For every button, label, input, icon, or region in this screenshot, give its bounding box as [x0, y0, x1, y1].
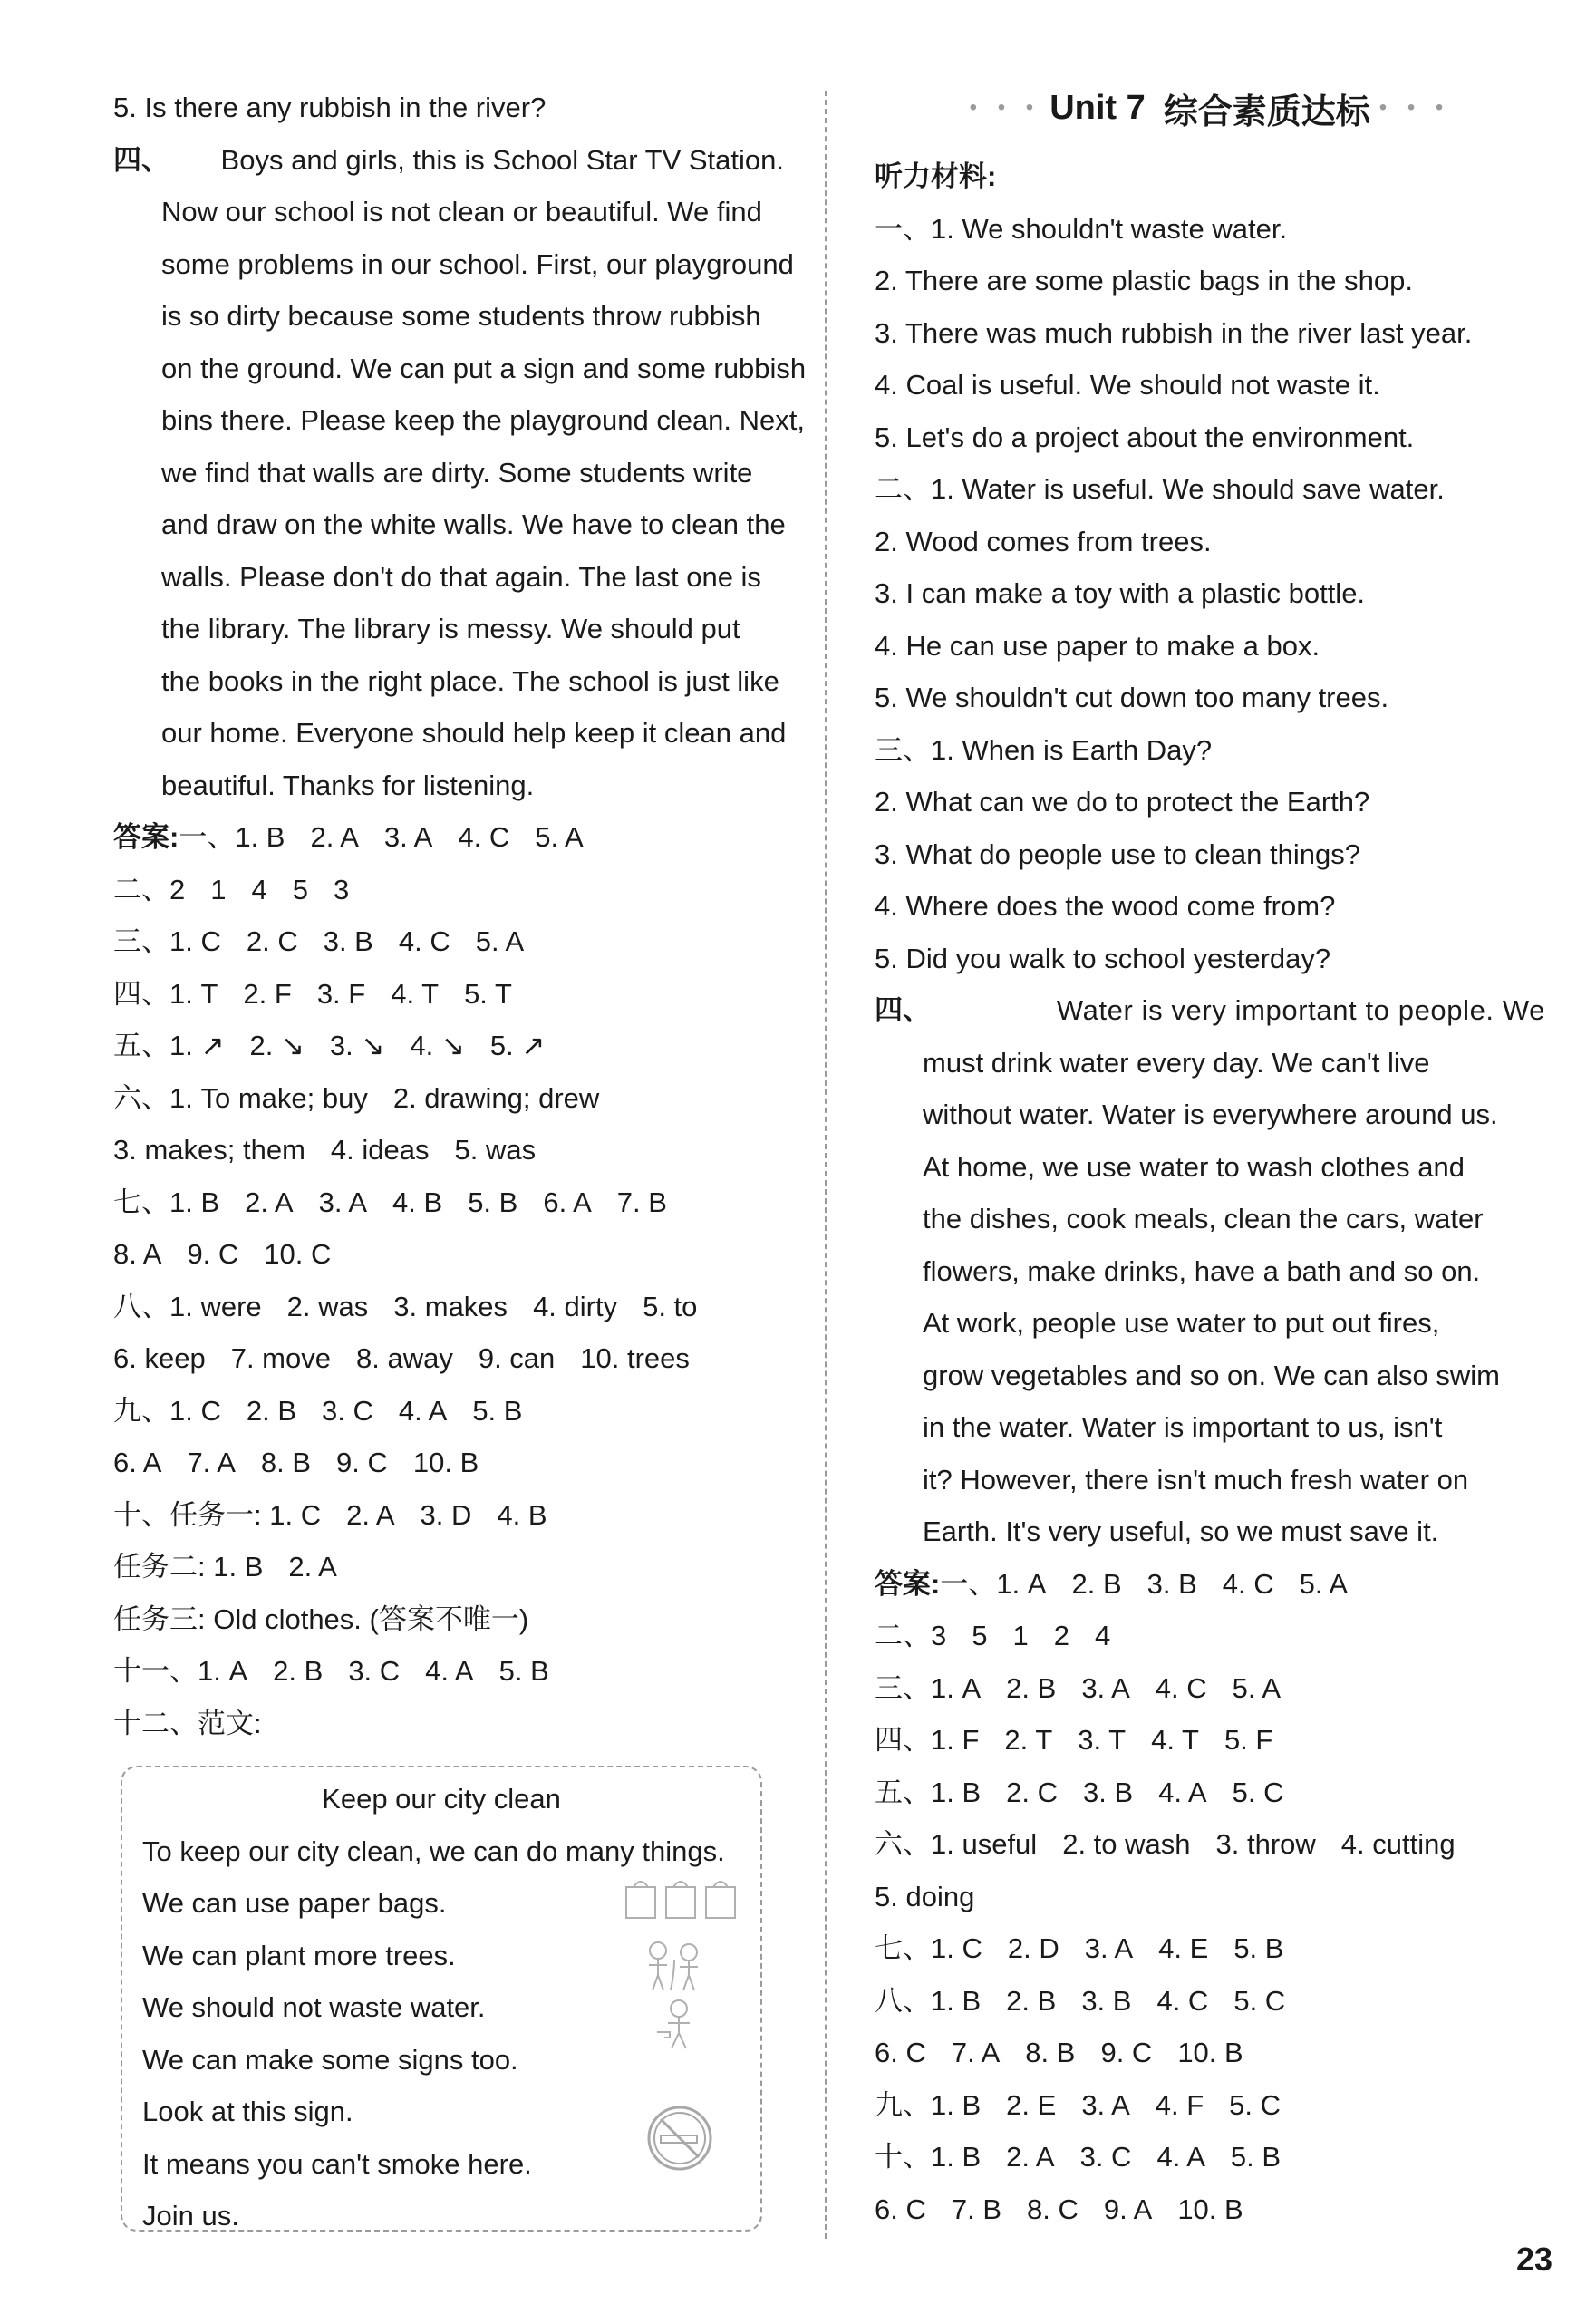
- passage-line: on the ground. We can put a sign and some rubbish: [161, 352, 807, 384]
- no-smoking-sign-icon: [644, 2103, 715, 2174]
- answer-item: 5. A: [475, 925, 525, 957]
- question-5: 5. Is there any rubbish in the river?: [113, 92, 547, 123]
- passage-text: Boys and girls, this is School Star TV Station.: [220, 143, 784, 176]
- answer-item: 4. E: [1158, 1932, 1209, 1964]
- answer-item: 3. A: [1084, 1932, 1134, 1964]
- answer-item: 九、1. C: [113, 1394, 221, 1427]
- answer-item: 3. C: [348, 1655, 401, 1687]
- answer-item: 四、1. T: [113, 977, 218, 1010]
- answer-row: [113, 915, 784, 968]
- answer-row: [875, 1922, 1545, 1975]
- answer-item: 3. A: [383, 821, 433, 853]
- listening-material: [875, 203, 1545, 985]
- answer-item: 2. B: [1006, 1671, 1057, 1704]
- paper-bags-icon: [623, 1874, 740, 1920]
- right-column: [875, 82, 1545, 2235]
- passage-line: some problems in our school. First, our playground: [161, 247, 794, 280]
- answer-row: [113, 1645, 784, 1698]
- answer-item: 五、1. B: [875, 1776, 982, 1808]
- answer-item: 4. A: [1156, 2141, 1205, 2173]
- answer-item: 3. C: [322, 1394, 373, 1427]
- essay-line: Look at this sign.: [142, 2096, 353, 2127]
- answer-row: [875, 2183, 1545, 2236]
- listening-line: 3. I can make a toy with a plastic bottle.: [875, 577, 1366, 609]
- passage-line: Now our school is not clean or beautiful. We find: [161, 196, 762, 228]
- answer-item: 9. can: [478, 1342, 556, 1374]
- passage-line: we find that walls are dirty. Some students write: [161, 456, 753, 489]
- passage-line: bins there. Please keep the playground clean. Next,: [161, 404, 806, 436]
- listening-line: 5. Let's do a project about the environment.: [875, 421, 1415, 453]
- answer-item: 2. F: [243, 977, 292, 1010]
- listening-line: 5. We shouldn't cut down too many trees.: [875, 682, 1389, 713]
- answer-item: 3. A: [1081, 2088, 1130, 2121]
- answer-item: 六、1. useful: [875, 1828, 1038, 1860]
- answer-row: [875, 1871, 1545, 1923]
- answer-item: 7. B: [951, 2193, 1002, 2225]
- answer-item: 5. B: [1230, 2141, 1282, 2173]
- passage-line: in the water. Water is important to us, isn't: [923, 1411, 1443, 1443]
- essay-line: It means you can't smoke here.: [142, 2147, 532, 2180]
- listening-line: 5. Did you walk to school yesterday?: [875, 942, 1331, 974]
- answer-item: 2. A: [1006, 2141, 1055, 2173]
- answer-key: [875, 1558, 1545, 2236]
- section-label: 四、: [113, 143, 169, 176]
- answer-item: 3. makes: [393, 1290, 508, 1322]
- answers-label: 答案:: [875, 1567, 941, 1600]
- listening-line: 4. Coal is useful. We should not waste it.: [875, 369, 1380, 401]
- answer-row: [113, 968, 784, 1021]
- answer-item: 三、1. A: [875, 1671, 982, 1704]
- passage-line: grow vegetables and so on. We can also swim: [923, 1359, 1500, 1391]
- answer-item: 2. B: [246, 1394, 297, 1427]
- answer-row: [113, 1541, 784, 1593]
- answer-row: [113, 1124, 784, 1176]
- answer-item: 4: [251, 873, 267, 905]
- passage-line: the books in the right place. The school is just like: [161, 664, 779, 697]
- answer-item: 5. was: [454, 1134, 537, 1166]
- passage-line: At work, people use water to put out fires,: [923, 1307, 1440, 1339]
- answer-item: 8. C: [1027, 2193, 1079, 2225]
- answer-item: 7. A: [951, 2037, 1001, 2068]
- passage-line: without water. Water is everywhere around us.: [923, 1099, 1498, 1130]
- listening-passage-4: [875, 984, 1545, 1558]
- answer-item: 10. B: [1177, 2193, 1243, 2225]
- answer-item: 10. B: [1177, 2037, 1243, 2068]
- answer-item: 5. to: [643, 1290, 698, 1322]
- answer-item: 2. A: [310, 821, 359, 853]
- answer-item: 2. drawing; drew: [392, 1081, 600, 1114]
- answer-item: 5. A: [1232, 1671, 1282, 1704]
- answer-item: 1: [210, 873, 227, 905]
- listening-line: 4. He can use paper to make a box.: [875, 629, 1320, 662]
- answer-row: [113, 811, 784, 864]
- essay-line: We can use paper bags.: [142, 1887, 447, 1919]
- answer-item: 8. A: [113, 1238, 162, 1270]
- answer-item: 4. C: [1155, 1671, 1207, 1704]
- answer-item: 六、1. To make; buy: [113, 1081, 368, 1114]
- answer-row: [113, 1176, 784, 1229]
- answer-row: [113, 1437, 784, 1489]
- answer-item: 3: [334, 873, 350, 905]
- answer-item: 3. ↘: [329, 1030, 385, 1061]
- answer-item: 3. F: [316, 977, 366, 1010]
- answer-item: 4. cutting: [1340, 1828, 1456, 1860]
- answer-item: 5. C: [1232, 1776, 1284, 1808]
- section-heading: [875, 76, 1545, 140]
- answer-item: 八、1. were: [113, 1290, 262, 1322]
- answer-item: 2. was: [286, 1290, 369, 1322]
- answer-item: 3. A: [1081, 1671, 1130, 1704]
- listening-line: 3. There was much rubbish in the river last year.: [875, 316, 1473, 349]
- answer-item: 4: [1095, 1620, 1111, 1651]
- answer-item: 3. C: [1079, 2141, 1132, 2173]
- answer-item: 4. C: [458, 821, 510, 853]
- answer-item: 5: [972, 1620, 988, 1651]
- answer-item: 2: [1053, 1620, 1069, 1651]
- model-essay-box: [121, 1766, 762, 2232]
- answer-row: [875, 2079, 1545, 2132]
- answer-item: 2. A: [245, 1186, 294, 1218]
- answer-item: 5. B: [1233, 1932, 1284, 1964]
- answer-item: 十、1. B: [875, 2141, 982, 2173]
- answer-item: 4. C: [1222, 1567, 1274, 1600]
- answer-row: [113, 1072, 784, 1125]
- answer-item: 5. C: [1229, 2088, 1282, 2121]
- passage-line: Earth. It's very useful, so we must save it.: [923, 1515, 1439, 1547]
- answer-item: 4. B: [392, 1186, 443, 1218]
- answer-item: 1: [1012, 1620, 1029, 1651]
- listening-line: 2. What can we do to protect the Earth?: [875, 786, 1370, 818]
- answer-item: 2. to wash: [1062, 1828, 1191, 1860]
- answer-row: [875, 2131, 1545, 2183]
- left-column: [113, 82, 807, 2232]
- answer-item: 5. A: [535, 821, 584, 853]
- answer-key: [113, 811, 784, 1749]
- passage-line: the library. The library is messy. We should put: [161, 613, 740, 644]
- passage-line: [875, 984, 1545, 1037]
- answer-row: [875, 1767, 1545, 1819]
- answer-item: 4. F: [1155, 2088, 1204, 2121]
- answer-row: [875, 1714, 1545, 1767]
- answers-label: 答案:: [113, 821, 179, 853]
- answer-row: [113, 1489, 784, 1542]
- passage-line: must drink water every day. We can't live: [923, 1046, 1430, 1079]
- heading-title: 综合素质达标: [1163, 92, 1370, 131]
- passage-line: our home. Everyone should help keep it clean and: [161, 717, 787, 749]
- listening-line: 三、1. When is Earth Day?: [875, 733, 1213, 766]
- listening-line: 2. Wood comes from trees.: [875, 525, 1212, 557]
- listening-passage-4: [113, 134, 807, 812]
- answer-item: 3. makes; them: [113, 1134, 305, 1166]
- answer-row: [875, 1818, 1545, 1871]
- answer-item: 十二、范文:: [113, 1707, 262, 1739]
- answer-item: 6. A: [543, 1186, 592, 1218]
- passage-line: [113, 134, 784, 187]
- answer-item: 4. B: [497, 1498, 547, 1531]
- answer-row: [113, 1332, 784, 1385]
- answer-item: 2. A: [288, 1551, 337, 1583]
- essay-title: Keep our city clean: [322, 1783, 561, 1815]
- answer-item: 3. B: [1083, 1776, 1134, 1808]
- answer-item: 6. C: [875, 2193, 926, 2225]
- answer-row: [875, 2027, 1545, 2079]
- answer-item: 一、1. B: [179, 821, 285, 853]
- answer-item: 10. C: [264, 1238, 332, 1270]
- passage-line: is so dirty because some students throw rubbish: [161, 300, 761, 332]
- passage-line: and draw on the white walls. We have to clean the: [161, 508, 786, 540]
- answer-item: 5. doing: [875, 1880, 975, 1912]
- answer-item: 3. B: [323, 925, 373, 957]
- answer-item: 4. dirty: [533, 1290, 618, 1322]
- answer-item: 2. B: [273, 1655, 324, 1687]
- answer-item: 3. B: [1146, 1567, 1197, 1600]
- answer-item: 7. B: [616, 1186, 667, 1218]
- answer-item: 4. A: [425, 1655, 474, 1687]
- answer-item: 10. B: [412, 1447, 479, 1478]
- answer-row: [113, 1385, 784, 1438]
- page-number: 23: [1515, 2241, 1552, 2278]
- answer-item: 6. A: [113, 1447, 162, 1478]
- answer-item: 2. T: [1004, 1724, 1053, 1756]
- answer-item: 二、2: [113, 873, 186, 905]
- passage-line: the dishes, cook meals, clean the cars, water: [923, 1203, 1484, 1234]
- answer-item: 9. C: [187, 1238, 239, 1270]
- answer-item: 一、1. A: [940, 1567, 1047, 1600]
- listening-line: 一、1. We shouldn't waste water.: [875, 212, 1288, 245]
- section-label: 四、: [875, 994, 931, 1026]
- answer-item: 十、任务一: 1. C: [113, 1498, 322, 1531]
- answer-item: 任务三: Old clothes. (答案不唯一): [113, 1602, 529, 1635]
- passage-text: Water is very important to people. We: [1056, 994, 1545, 1026]
- answer-item: 八、1. B: [875, 1984, 982, 2017]
- answer-item: 5. ↗: [489, 1030, 546, 1061]
- unit-label: Unit 7: [1049, 88, 1146, 127]
- answer-row: [875, 1558, 1545, 1611]
- answer-item: 5. B: [498, 1655, 549, 1687]
- passage-line: walls. Please don't do that again. The last one is: [161, 560, 761, 593]
- answer-item: 2. E: [1006, 2088, 1057, 2121]
- answer-item: 3. B: [1081, 1984, 1132, 2017]
- answer-item: 二、3: [875, 1620, 947, 1651]
- answer-item: 4. A: [1158, 1776, 1207, 1808]
- passage-line: it? However, there isn't much fresh water on: [923, 1463, 1469, 1496]
- answer-item: 5. B: [468, 1186, 518, 1218]
- answer-item: 6. C: [875, 2037, 926, 2068]
- essay-line: We can plant more trees.: [142, 1939, 456, 1971]
- answer-item: 8. away: [355, 1342, 453, 1374]
- essay-line: We should not waste water.: [142, 1991, 486, 2023]
- listening-line: 4. Where does the wood come from?: [875, 890, 1336, 922]
- answer-item: 4. A: [398, 1394, 448, 1427]
- answer-row: [113, 864, 784, 916]
- heading-dots-left: • • •: [969, 95, 1041, 120]
- answer-item: 5: [292, 873, 308, 905]
- heading-dots-right: • • •: [1378, 95, 1451, 120]
- answer-item: 4. ↘: [410, 1030, 465, 1061]
- answer-item: 9. C: [1100, 2037, 1153, 2068]
- answer-item: 五、1. ↗: [113, 1030, 225, 1061]
- answer-item: 4. ideas: [330, 1134, 430, 1166]
- answer-item: 九、1. B: [875, 2088, 982, 2121]
- answer-item: 2. B: [1006, 1984, 1057, 2017]
- passage-line: flowers, make drinks, have a bath and so on.: [923, 1254, 1481, 1287]
- answer-item: 5. A: [1299, 1567, 1349, 1600]
- essay-line: To keep our city clean, we can do many things.: [142, 1835, 725, 1867]
- answer-item: 5. C: [1233, 1984, 1286, 2017]
- answer-item: 5. F: [1224, 1724, 1273, 1756]
- answer-item: 七、1. C: [875, 1932, 982, 1964]
- essay-line: Join us.: [142, 2200, 239, 2232]
- column-divider: [825, 91, 827, 2239]
- answer-item: 三、1. C: [113, 925, 221, 957]
- answer-item: 4. T: [391, 977, 440, 1010]
- answer-item: 十一、1. A: [113, 1655, 248, 1687]
- listening-line: 3. What do people use to clean things?: [875, 837, 1360, 870]
- answer-item: 2. B: [1071, 1567, 1122, 1600]
- answer-row: [113, 1698, 784, 1750]
- answer-row: [875, 1610, 1545, 1662]
- answer-item: 5. B: [472, 1394, 523, 1427]
- answer-item: 9. C: [336, 1447, 388, 1478]
- answer-row: [113, 1593, 784, 1646]
- listening-line: 二、1. Water is useful. We should save water.: [875, 473, 1445, 505]
- answer-item: 2. A: [346, 1498, 395, 1531]
- answer-item: 3. D: [420, 1498, 472, 1531]
- answer-item: 6. keep: [113, 1342, 206, 1374]
- listening-material-label: 听力材料:: [875, 160, 997, 192]
- answer-item: 7. A: [187, 1447, 236, 1478]
- answer-item: 3. throw: [1215, 1828, 1316, 1860]
- answer-row: [875, 1975, 1545, 2028]
- answer-item: 2. ↘: [249, 1030, 305, 1061]
- answer-item: 5. T: [464, 977, 512, 1010]
- answer-row: [113, 1020, 784, 1072]
- answer-item: 四、1. F: [875, 1724, 980, 1756]
- planting-trees-icon: [638, 1938, 711, 1992]
- answer-row: [113, 1281, 784, 1333]
- answer-item: 4. T: [1151, 1724, 1199, 1756]
- answer-item: 3. T: [1078, 1724, 1127, 1756]
- answer-item: 9. A: [1103, 2193, 1153, 2225]
- answer-item: 3. A: [318, 1186, 368, 1218]
- answer-item: 4. C: [398, 925, 450, 957]
- answer-item: 2. C: [246, 925, 298, 957]
- essay-line: We can make some signs too.: [142, 2043, 518, 2076]
- passage-line: beautiful. Thanks for listening.: [161, 769, 535, 801]
- answer-item: 10. trees: [580, 1342, 690, 1374]
- water-tap-icon: [652, 1996, 706, 2050]
- answer-item: 8. B: [1025, 2037, 1076, 2068]
- listening-line: 2. There are some plastic bags in the shop.: [875, 265, 1413, 296]
- answer-row: [875, 1662, 1545, 1715]
- answer-item: 任务二: 1. B: [113, 1551, 264, 1583]
- answer-item: 7. move: [230, 1342, 331, 1374]
- passage-line: At home, we use water to wash clothes and: [923, 1150, 1465, 1183]
- answer-item: 4. C: [1156, 1984, 1209, 2017]
- answer-row: [113, 1228, 784, 1281]
- answer-item: 2. C: [1006, 1776, 1059, 1808]
- answer-item: 2. D: [1007, 1932, 1059, 1964]
- answer-item: 七、1. B: [113, 1186, 220, 1218]
- answer-item: 8. B: [260, 1447, 312, 1478]
